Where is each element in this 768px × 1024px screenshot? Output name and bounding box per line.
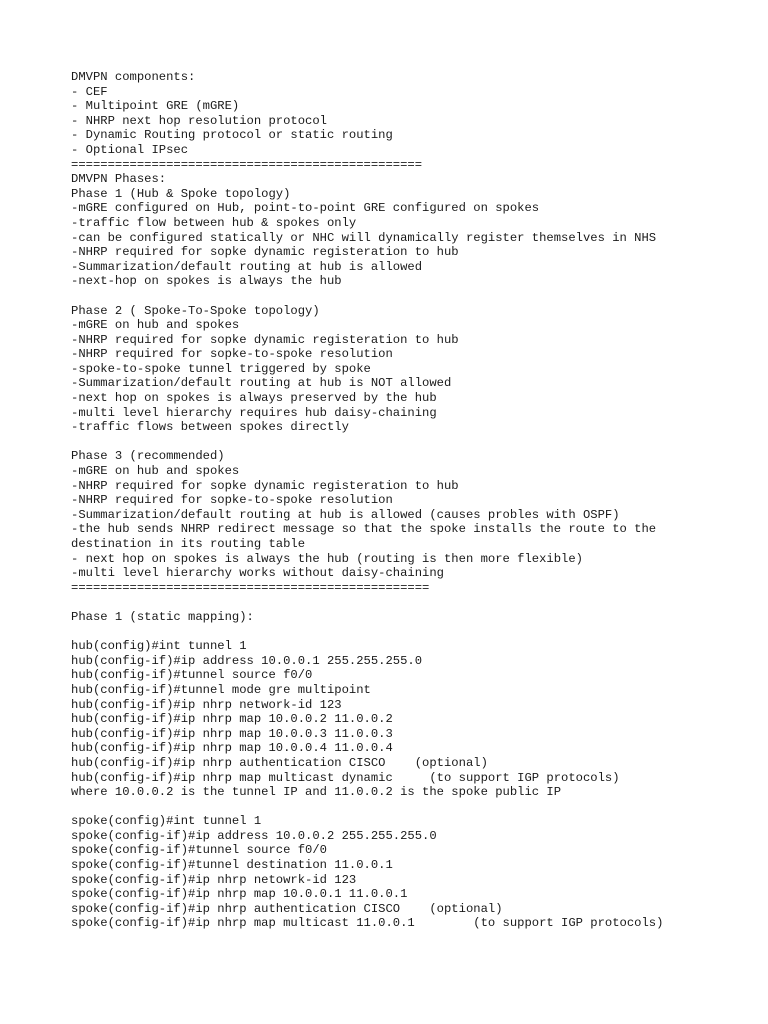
text-line: where 10.0.0.2 is the tunnel IP and 11.0.0.2 is the spoke public IP xyxy=(71,785,562,800)
text-line: -Summarization/default routing at hub is NOT allowed xyxy=(71,376,452,391)
text-line: hub(config-if)#ip address 10.0.0.1 255.255.255.0 xyxy=(71,653,423,668)
text-line: hub(config-if)#ip nhrp map 10.0.0.3 11.0.0.3 xyxy=(71,726,393,741)
text-line: - Dynamic Routing protocol or static routing xyxy=(71,128,393,143)
text-line: -mGRE on hub and spokes xyxy=(71,464,240,479)
text-line: -NHRP required for sopke-to-spoke resolution xyxy=(71,347,393,362)
text-line: - Optional IPsec xyxy=(71,142,189,157)
text-line: DMVPN Phases: xyxy=(71,172,167,187)
text-line: -NHRP required for sopke-to-spoke resolution xyxy=(71,493,393,508)
text-line: -Summarization/default routing at hub is allowed xyxy=(71,259,423,274)
text-line: hub(config)#int tunnel 1 xyxy=(71,639,247,654)
text-line: hub(config-if)#ip nhrp authentication CISCO (optional) xyxy=(71,755,488,770)
text-line xyxy=(71,595,761,610)
text-line: Phase 3 (recommended) xyxy=(71,449,225,464)
text-line: -next-hop on spokes is always the hub xyxy=(71,274,342,289)
text-line: - NHRP next hop resolution protocol xyxy=(71,113,327,128)
text-line: hub(config-if)#ip nhrp map multicast dynamic (to support IGP protocols) xyxy=(71,770,620,785)
text-line: -mGRE on hub and spokes xyxy=(71,318,240,333)
text-line: hub(config-if)#ip nhrp map 10.0.0.4 11.0.0.4 xyxy=(71,741,393,756)
text-line: -next hop on spokes is always preserved by the hub xyxy=(71,391,437,406)
text-line: spoke(config-if)#tunnel source f0/0 xyxy=(71,843,327,858)
text-line: spoke(config-if)#ip address 10.0.0.2 255.255.255.0 xyxy=(71,828,437,843)
text-line: spoke(config-if)#ip nhrp authentication CISCO (optional) xyxy=(71,901,503,916)
text-line: spoke(config-if)#tunnel destination 11.0.0.1 xyxy=(71,858,393,873)
text-line: -multi level hierarchy works without daisy-chaining xyxy=(71,566,444,581)
document-page xyxy=(71,70,761,931)
text-line: -multi level hierarchy requires hub daisy-chaining xyxy=(71,405,437,420)
text-line: -traffic flow between hub & spokes only xyxy=(71,215,357,230)
text-line: Phase 1 (Hub & Spoke topology) xyxy=(71,186,291,201)
text-line: destination in its routing table xyxy=(71,537,306,551)
text-line: -NHRP required for sopke dynamic registeration to hub xyxy=(71,478,459,493)
text-line: hub(config-if)#ip nhrp map 10.0.0.2 11.0.0.2 xyxy=(71,712,393,727)
text-line: Phase 1 (static mapping): xyxy=(71,609,254,624)
text-line: ================================================ xyxy=(71,157,423,172)
text-line: -mGRE configured on Hub, point-to-point GRE configured on spokes xyxy=(71,201,540,216)
text-line: Phase 2 ( Spoke-To-Spoke topology) xyxy=(71,303,320,318)
text-line: -Summarization/default routing at hub is allowed (causes probles with OSPF) xyxy=(71,507,620,522)
text-line: spoke(config-if)#ip nhrp map multicast 11.0.0.1 (to support IGP protocols) xyxy=(71,916,664,931)
text-line: -spoke-to-spoke tunnel triggered by spoke xyxy=(71,361,371,376)
text-line: -traffic flows between spokes directly xyxy=(71,420,349,435)
text-line: -NHRP required for sopke dynamic registeration to hub xyxy=(71,332,459,347)
text-line: - next hop on spokes is always the hub (routing is then more flexible) xyxy=(71,551,583,566)
text-line: spoke(config-if)#ip nhrp netowrk-id 123 xyxy=(71,872,357,887)
text-line: -can be configured statically or NHC will dynamically register themselves in NHS xyxy=(71,230,657,245)
text-line: hub(config-if)#tunnel mode gre multipoint xyxy=(71,682,371,697)
text-line xyxy=(71,625,761,640)
text-line xyxy=(71,289,761,304)
text-line: -NHRP required for sopke dynamic registeration to hub xyxy=(71,245,459,260)
text-line: spoke(config)#int tunnel 1 xyxy=(71,814,262,829)
text-line: -the hub sends NHRP redirect message so that the spoke installs the route to the xyxy=(71,522,657,537)
text-line: spoke(config-if)#ip nhrp map 10.0.0.1 11.0.0.1 xyxy=(71,887,408,902)
text-line xyxy=(71,800,761,815)
text-line: - Multipoint GRE (mGRE) xyxy=(71,99,240,114)
text-line: hub(config-if)#tunnel source f0/0 xyxy=(71,668,313,683)
text-line: ================================================= xyxy=(71,580,430,595)
text-line: hub(config-if)#ip nhrp network-id 123 xyxy=(71,697,342,712)
text-line: DMVPN components: xyxy=(71,70,196,84)
text-line xyxy=(71,435,761,450)
text-line: - CEF xyxy=(71,84,108,99)
